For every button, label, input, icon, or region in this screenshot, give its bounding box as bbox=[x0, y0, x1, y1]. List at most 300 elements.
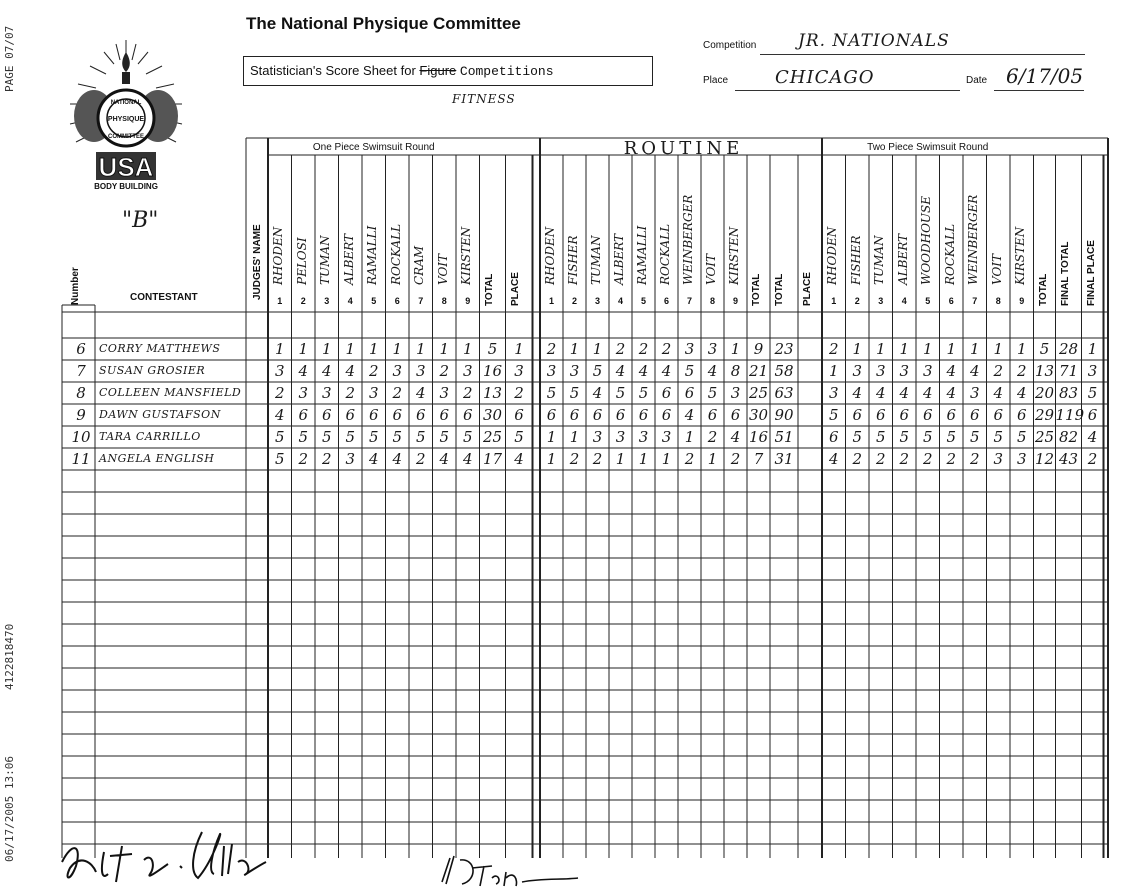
final-total-cell: 83 bbox=[1058, 384, 1079, 402]
score-cell: 6 bbox=[615, 406, 626, 424]
judge-number: 5 bbox=[640, 296, 646, 306]
score-cell: 4 bbox=[946, 384, 957, 402]
score-cell: 5 bbox=[298, 428, 309, 446]
score-cell: 3 bbox=[415, 362, 426, 380]
score-cell: 3 bbox=[368, 384, 379, 402]
r2-tot2-cell: 31 bbox=[774, 450, 794, 468]
r3-total-cell: 5 bbox=[1039, 340, 1050, 358]
score-cell: 3 bbox=[899, 362, 910, 380]
judge-number: 8 bbox=[709, 296, 715, 306]
judge-name: ROCKALL bbox=[658, 223, 672, 285]
score-cell: 1 bbox=[321, 340, 332, 358]
score-cell: 5 bbox=[274, 450, 285, 468]
score-cell: 3 bbox=[828, 384, 839, 402]
judge-number: 3 bbox=[594, 296, 600, 306]
score-cell: 2 bbox=[828, 340, 839, 358]
sheet-struck-word: Figure bbox=[419, 63, 457, 78]
score-cell: 2 bbox=[368, 362, 379, 380]
svg-text:NATIONAL: NATIONAL bbox=[110, 100, 142, 106]
score-cell: 1 bbox=[730, 340, 741, 358]
sheet-prefix: Statistician's Score Sheet for bbox=[250, 63, 416, 78]
score-cell: 4 bbox=[828, 450, 839, 468]
judge-number: 4 bbox=[617, 296, 623, 306]
score-cell: 6 bbox=[661, 384, 672, 402]
score-cell: 4 bbox=[969, 362, 980, 380]
score-cell: 5 bbox=[415, 428, 426, 446]
score-cell: 6 bbox=[730, 406, 741, 424]
score-cell: 1 bbox=[546, 450, 557, 468]
judge-signature bbox=[432, 852, 582, 890]
score-cell: 4 bbox=[638, 362, 649, 380]
judge-name: KIRSTEN bbox=[459, 226, 473, 285]
fax-page-label: PAGE 07/07 bbox=[3, 25, 16, 92]
score-cell: 1 bbox=[922, 340, 933, 358]
score-cell: 4 bbox=[946, 362, 957, 380]
r2-tot2-cell: 90 bbox=[774, 406, 794, 424]
score-cell: 4 bbox=[345, 362, 356, 380]
judge-name: TUMAN bbox=[872, 235, 886, 285]
judge-number: 4 bbox=[347, 296, 353, 306]
score-cell: 6 bbox=[439, 406, 450, 424]
score-cell: 3 bbox=[638, 428, 649, 446]
score-cell: 1 bbox=[875, 340, 886, 358]
score-cell: 1 bbox=[345, 340, 356, 358]
score-cell: 5 bbox=[684, 362, 695, 380]
judge-number: 2 bbox=[571, 296, 577, 306]
r1-place-cell: 2 bbox=[514, 384, 524, 402]
score-cell: 5 bbox=[828, 406, 839, 424]
final-total-cell: 43 bbox=[1058, 450, 1079, 468]
judge-name: FISHER bbox=[566, 235, 580, 285]
judge-name: WEINBERGER bbox=[681, 194, 695, 285]
judge-number: 9 bbox=[465, 296, 471, 306]
judge-name: RAMALLI bbox=[635, 225, 649, 285]
score-cell: 5 bbox=[899, 428, 910, 446]
score-cell: 4 bbox=[368, 450, 379, 468]
svg-text:COMMITTEE: COMMITTEE bbox=[108, 134, 144, 140]
score-cell: 3 bbox=[707, 340, 718, 358]
score-cell: 6 bbox=[969, 406, 980, 424]
score-cell: 4 bbox=[875, 384, 886, 402]
judge-number: 2 bbox=[854, 296, 860, 306]
group-mark: "B" bbox=[122, 208, 159, 233]
judge-name: ALBERT bbox=[895, 233, 910, 285]
score-cell: 6 bbox=[546, 406, 557, 424]
score-cell: 5 bbox=[969, 428, 980, 446]
score-cell: 1 bbox=[969, 340, 980, 358]
score-cell: 5 bbox=[592, 362, 603, 380]
r3-total-cell: 12 bbox=[1034, 450, 1055, 468]
r1-place-cell: 1 bbox=[514, 340, 524, 358]
contestant-number: 7 bbox=[76, 362, 86, 380]
judge-number: 9 bbox=[732, 296, 738, 306]
judge-number: 5 bbox=[925, 296, 931, 306]
r1-total-cell: 5 bbox=[487, 340, 498, 358]
judge-name: VOIT bbox=[704, 253, 718, 285]
sheet-suffix: Competitions bbox=[459, 64, 554, 79]
final-place-cell: 4 bbox=[1087, 428, 1098, 446]
judge-name: WEINBERGER bbox=[966, 194, 980, 285]
total-header: TOTAL bbox=[751, 273, 762, 306]
score-cell: 6 bbox=[707, 406, 718, 424]
r1-place-cell: 5 bbox=[514, 428, 524, 446]
place-header: PLACE bbox=[802, 272, 813, 306]
score-cell: 4 bbox=[661, 362, 672, 380]
r2-tot2-cell: 23 bbox=[774, 340, 794, 358]
date-value: 6/17/05 bbox=[1006, 64, 1084, 88]
score-cell: 6 bbox=[415, 406, 426, 424]
score-cell: 3 bbox=[661, 428, 672, 446]
judge-name: ROCKALL bbox=[942, 223, 957, 285]
score-cell: 2 bbox=[415, 450, 426, 468]
score-cell: 2 bbox=[1016, 362, 1027, 380]
score-cell: 6 bbox=[875, 406, 886, 424]
score-cell: 1 bbox=[1016, 340, 1027, 358]
score-cell: 1 bbox=[592, 340, 603, 358]
score-cell: 4 bbox=[707, 362, 718, 380]
fax-phone: 4122818470 bbox=[3, 623, 16, 690]
final-total-cell: 28 bbox=[1058, 340, 1079, 358]
score-cell: 4 bbox=[1016, 384, 1027, 402]
score-cell: 5 bbox=[707, 384, 718, 402]
contestant-number: 11 bbox=[71, 450, 91, 468]
r2-tot2-cell: 51 bbox=[774, 428, 794, 446]
score-cell: 2 bbox=[274, 384, 285, 402]
score-cell: 3 bbox=[993, 450, 1004, 468]
score-cell: 1 bbox=[707, 450, 718, 468]
score-cell: 4 bbox=[684, 406, 695, 424]
judge-name: VOIT bbox=[435, 253, 450, 285]
judge-number: 7 bbox=[418, 296, 424, 306]
judge-number: 6 bbox=[948, 296, 954, 306]
score-cell: 5 bbox=[852, 428, 863, 446]
score-cell: 6 bbox=[345, 406, 356, 424]
judge-number: 4 bbox=[901, 296, 907, 306]
svg-text:BODY BUILDING: BODY BUILDING bbox=[94, 182, 158, 191]
judge-name: CRAM bbox=[412, 245, 426, 285]
score-cell: 6 bbox=[922, 406, 933, 424]
place-label: Place bbox=[703, 75, 729, 86]
judge-name: ROCKALL bbox=[388, 223, 403, 285]
r2-tot2-cell: 63 bbox=[774, 384, 794, 402]
score-cell: 1 bbox=[993, 340, 1004, 358]
final-total-cell: 119 bbox=[1055, 406, 1085, 424]
r1-total-cell: 30 bbox=[482, 406, 503, 424]
score-cell: 1 bbox=[298, 340, 309, 358]
score-cell: 3 bbox=[922, 362, 933, 380]
score-cell: 3 bbox=[274, 362, 285, 380]
score-cell: 1 bbox=[415, 340, 426, 358]
final-place-cell: 2 bbox=[1087, 450, 1098, 468]
total2-header: TOTAL bbox=[774, 273, 785, 306]
judge-name: VOIT bbox=[989, 253, 1004, 285]
score-cell: 6 bbox=[946, 406, 957, 424]
judge-name: WOODHOUSE bbox=[919, 195, 933, 285]
judge-number: 3 bbox=[324, 296, 330, 306]
r2-total-cell: 7 bbox=[753, 450, 764, 468]
score-cell: 1 bbox=[684, 428, 695, 446]
r2-tot2-cell: 58 bbox=[774, 362, 794, 380]
score-cell: 4 bbox=[730, 428, 741, 446]
score-cell: 1 bbox=[899, 340, 910, 358]
score-cell: 2 bbox=[707, 428, 718, 446]
score-cell: 5 bbox=[368, 428, 379, 446]
score-cell: 1 bbox=[546, 428, 557, 446]
final_place-header: FINAL PLACE bbox=[1085, 240, 1097, 306]
judge-number: 1 bbox=[277, 296, 283, 306]
score-cell: 5 bbox=[321, 428, 332, 446]
score-cell: 1 bbox=[661, 450, 672, 468]
judge-number: 6 bbox=[663, 296, 669, 306]
score-cell: 5 bbox=[946, 428, 957, 446]
round-title: ROUTINE bbox=[623, 138, 744, 159]
score-cell: 2 bbox=[852, 450, 863, 468]
judge-number: 1 bbox=[831, 296, 837, 306]
final-place-cell: 3 bbox=[1087, 362, 1098, 380]
final-place-cell: 1 bbox=[1087, 340, 1098, 358]
score-cell: 2 bbox=[321, 450, 332, 468]
judge-number: 1 bbox=[548, 296, 554, 306]
score-cell: 1 bbox=[274, 340, 285, 358]
judge-name: TUMAN bbox=[589, 235, 603, 285]
score-cell: 5 bbox=[993, 428, 1004, 446]
judge-number: 3 bbox=[878, 296, 884, 306]
score-cell: 4 bbox=[462, 450, 473, 468]
score-cell: 4 bbox=[392, 450, 403, 468]
score-cell: 6 bbox=[993, 406, 1004, 424]
contestant-header: CONTESTANT bbox=[130, 292, 198, 303]
score-cell: 6 bbox=[899, 406, 910, 424]
judge-name: ALBERT bbox=[341, 233, 356, 285]
score-cell: 5 bbox=[392, 428, 403, 446]
contestant-name: TARA CARRILLO bbox=[99, 430, 201, 443]
score-cell: 5 bbox=[345, 428, 356, 446]
score-cell: 2 bbox=[922, 450, 933, 468]
page-title: The National Physique Committee bbox=[246, 14, 521, 33]
score-cell: 2 bbox=[946, 450, 957, 468]
score-cell: 2 bbox=[462, 384, 473, 402]
r1-total-cell: 16 bbox=[482, 362, 503, 380]
score-cell: 2 bbox=[298, 450, 309, 468]
place-header: PLACE bbox=[509, 272, 521, 306]
judge-name: ALBERT bbox=[612, 233, 626, 285]
judge-number: 7 bbox=[686, 296, 692, 306]
score-cell: 6 bbox=[592, 406, 603, 424]
score-cell: 1 bbox=[569, 428, 580, 446]
contestant-name: CORRY MATTHEWS bbox=[99, 342, 221, 355]
final-place-cell: 6 bbox=[1087, 406, 1098, 424]
judge-name: RHODEN bbox=[825, 226, 839, 285]
score-cell: 6 bbox=[462, 406, 473, 424]
judge-name: KIRSTEN bbox=[727, 226, 741, 285]
score-cell: 4 bbox=[274, 406, 285, 424]
judge-name: RHODEN bbox=[271, 226, 285, 285]
score-cell: 4 bbox=[615, 362, 626, 380]
judge-name: FISHER bbox=[848, 235, 863, 285]
score-cell: 4 bbox=[439, 450, 450, 468]
r1-place-cell: 4 bbox=[514, 450, 524, 468]
score-cell: 2 bbox=[684, 450, 695, 468]
score-cell: 1 bbox=[368, 340, 379, 358]
score-cell: 4 bbox=[922, 384, 933, 402]
score-cell: 1 bbox=[946, 340, 957, 358]
judge-name: PELOSI bbox=[294, 237, 309, 285]
score-cell: 2 bbox=[638, 340, 649, 358]
round-title: One Piece Swimsuit Round bbox=[312, 142, 435, 153]
place-value: CHICAGO bbox=[775, 67, 875, 88]
total-header: TOTAL bbox=[483, 273, 495, 306]
score-cell: 3 bbox=[969, 384, 980, 402]
score-cell: 3 bbox=[392, 362, 403, 380]
score-cell: 2 bbox=[993, 362, 1004, 380]
score-cell: 6 bbox=[321, 406, 332, 424]
r3-total-cell: 29 bbox=[1034, 406, 1055, 424]
contestant-name: SUSAN GROSIER bbox=[99, 364, 206, 377]
round-title: Two Piece Swimsuit Round bbox=[867, 142, 989, 153]
score-cell: 5 bbox=[638, 384, 649, 402]
score-cell: 2 bbox=[546, 340, 557, 358]
score-cell: 4 bbox=[899, 384, 910, 402]
score-cell: 2 bbox=[875, 450, 886, 468]
number-header: Number bbox=[70, 267, 81, 305]
score-cell: 5 bbox=[546, 384, 557, 402]
score-cell: 3 bbox=[852, 362, 863, 380]
score-cell: 3 bbox=[345, 450, 356, 468]
score-cell: 2 bbox=[969, 450, 980, 468]
r3-total-cell: 25 bbox=[1034, 428, 1055, 446]
score-cell: 5 bbox=[922, 428, 933, 446]
score-cell: 1 bbox=[638, 450, 649, 468]
score-cell: 4 bbox=[321, 362, 332, 380]
final-place-cell: 5 bbox=[1087, 384, 1098, 402]
judge-number: 8 bbox=[995, 296, 1001, 306]
svg-text:PHYSIQUE: PHYSIQUE bbox=[107, 116, 145, 123]
score-cell: 2 bbox=[899, 450, 910, 468]
r1-place-cell: 6 bbox=[514, 406, 524, 424]
judge-name: KIRSTEN bbox=[1013, 226, 1027, 285]
score-cell: 2 bbox=[345, 384, 356, 402]
r2-total-cell: 16 bbox=[748, 428, 769, 446]
score-cell: 3 bbox=[546, 362, 557, 380]
score-cell: 3 bbox=[462, 362, 473, 380]
score-cell: 6 bbox=[852, 406, 863, 424]
judge-name: RHODEN bbox=[543, 226, 557, 285]
fax-datetime: 06/17/2005 13:06 bbox=[3, 756, 16, 862]
score-cell: 1 bbox=[439, 340, 450, 358]
score-cell: 2 bbox=[569, 450, 580, 468]
score-cell: 6 bbox=[828, 428, 839, 446]
r2-total-cell: 30 bbox=[748, 406, 769, 424]
score-cell: 1 bbox=[615, 450, 626, 468]
contestant-number: 10 bbox=[71, 428, 91, 446]
r1-total-cell: 13 bbox=[482, 384, 503, 402]
score-cell: 4 bbox=[592, 384, 603, 402]
r1-place-cell: 3 bbox=[514, 362, 524, 380]
score-cell: 6 bbox=[368, 406, 379, 424]
final-total-cell: 71 bbox=[1058, 362, 1079, 380]
contestant-number: 6 bbox=[76, 340, 86, 358]
final_total-header: FINAL TOTAL bbox=[1059, 241, 1071, 306]
score-cell: 6 bbox=[638, 406, 649, 424]
score-cell: 5 bbox=[274, 428, 285, 446]
judge-number: 6 bbox=[394, 296, 400, 306]
score-cell: 3 bbox=[1016, 450, 1027, 468]
score-cell: 3 bbox=[875, 362, 886, 380]
score-cell: 2 bbox=[439, 362, 450, 380]
contestant-number: 9 bbox=[76, 406, 86, 424]
judge-number: 5 bbox=[371, 296, 377, 306]
statistician-signature bbox=[52, 822, 282, 890]
score-cell: 6 bbox=[569, 406, 580, 424]
score-cell: 3 bbox=[592, 428, 603, 446]
r1-total-cell: 25 bbox=[482, 428, 503, 446]
date-label: Date bbox=[966, 75, 988, 86]
r3-total-cell: 13 bbox=[1034, 362, 1055, 380]
score-cell: 5 bbox=[569, 384, 580, 402]
score-cell: 1 bbox=[392, 340, 403, 358]
score-cell: 3 bbox=[684, 340, 695, 358]
r2-total-cell: 25 bbox=[748, 384, 769, 402]
score-cell: 2 bbox=[661, 340, 672, 358]
score-cell: 3 bbox=[569, 362, 580, 380]
r3-total-cell: 20 bbox=[1034, 384, 1055, 402]
contestant-number: 8 bbox=[76, 384, 86, 402]
judge-number: 7 bbox=[972, 296, 978, 306]
competition-value: JR. NATIONALS bbox=[798, 31, 950, 51]
handwritten-category: FITNESS bbox=[452, 92, 516, 106]
score-cell: 2 bbox=[392, 384, 403, 402]
judge-number: 9 bbox=[1019, 296, 1025, 306]
score-cell: 1 bbox=[462, 340, 473, 358]
final-total-cell: 82 bbox=[1058, 428, 1079, 446]
r2-total-cell: 21 bbox=[748, 362, 769, 380]
score-cell: 2 bbox=[730, 450, 741, 468]
score-cell: 3 bbox=[439, 384, 450, 402]
judge-name: RAMALLI bbox=[365, 225, 379, 285]
score-cell: 3 bbox=[321, 384, 332, 402]
judge-number: 2 bbox=[300, 296, 306, 306]
contestant-name: COLLEEN MANSFIELD bbox=[99, 386, 242, 399]
score-cell: 6 bbox=[661, 406, 672, 424]
judge-number: 8 bbox=[441, 296, 447, 306]
score-cell: 3 bbox=[730, 384, 741, 402]
score-cell: 1 bbox=[569, 340, 580, 358]
score-cell: 8 bbox=[730, 362, 741, 380]
score-cell: 3 bbox=[298, 384, 309, 402]
score-cell: 4 bbox=[993, 384, 1004, 402]
score-cell: 4 bbox=[415, 384, 426, 402]
svg-text:USA: USA bbox=[98, 152, 154, 182]
score-cell: 2 bbox=[592, 450, 603, 468]
judge-name: TUMAN bbox=[318, 235, 332, 285]
score-cell: 2 bbox=[615, 340, 626, 358]
score-cell: 4 bbox=[298, 362, 309, 380]
score-cell: 6 bbox=[684, 384, 695, 402]
contestant-name: ANGELA ENGLISH bbox=[99, 452, 215, 465]
score-cell: 5 bbox=[439, 428, 450, 446]
score-cell: 5 bbox=[615, 384, 626, 402]
contestant-name: DAWN GUSTAFSON bbox=[99, 408, 221, 421]
score-cell: 5 bbox=[1016, 428, 1027, 446]
total-header: TOTAL bbox=[1037, 273, 1049, 306]
score-cell: 6 bbox=[392, 406, 403, 424]
score-cell: 3 bbox=[615, 428, 626, 446]
score-cell: 5 bbox=[462, 428, 473, 446]
score-cell: 4 bbox=[852, 384, 863, 402]
r1-total-cell: 17 bbox=[482, 450, 503, 468]
score-cell: 6 bbox=[1016, 406, 1027, 424]
score-cell: 5 bbox=[875, 428, 886, 446]
